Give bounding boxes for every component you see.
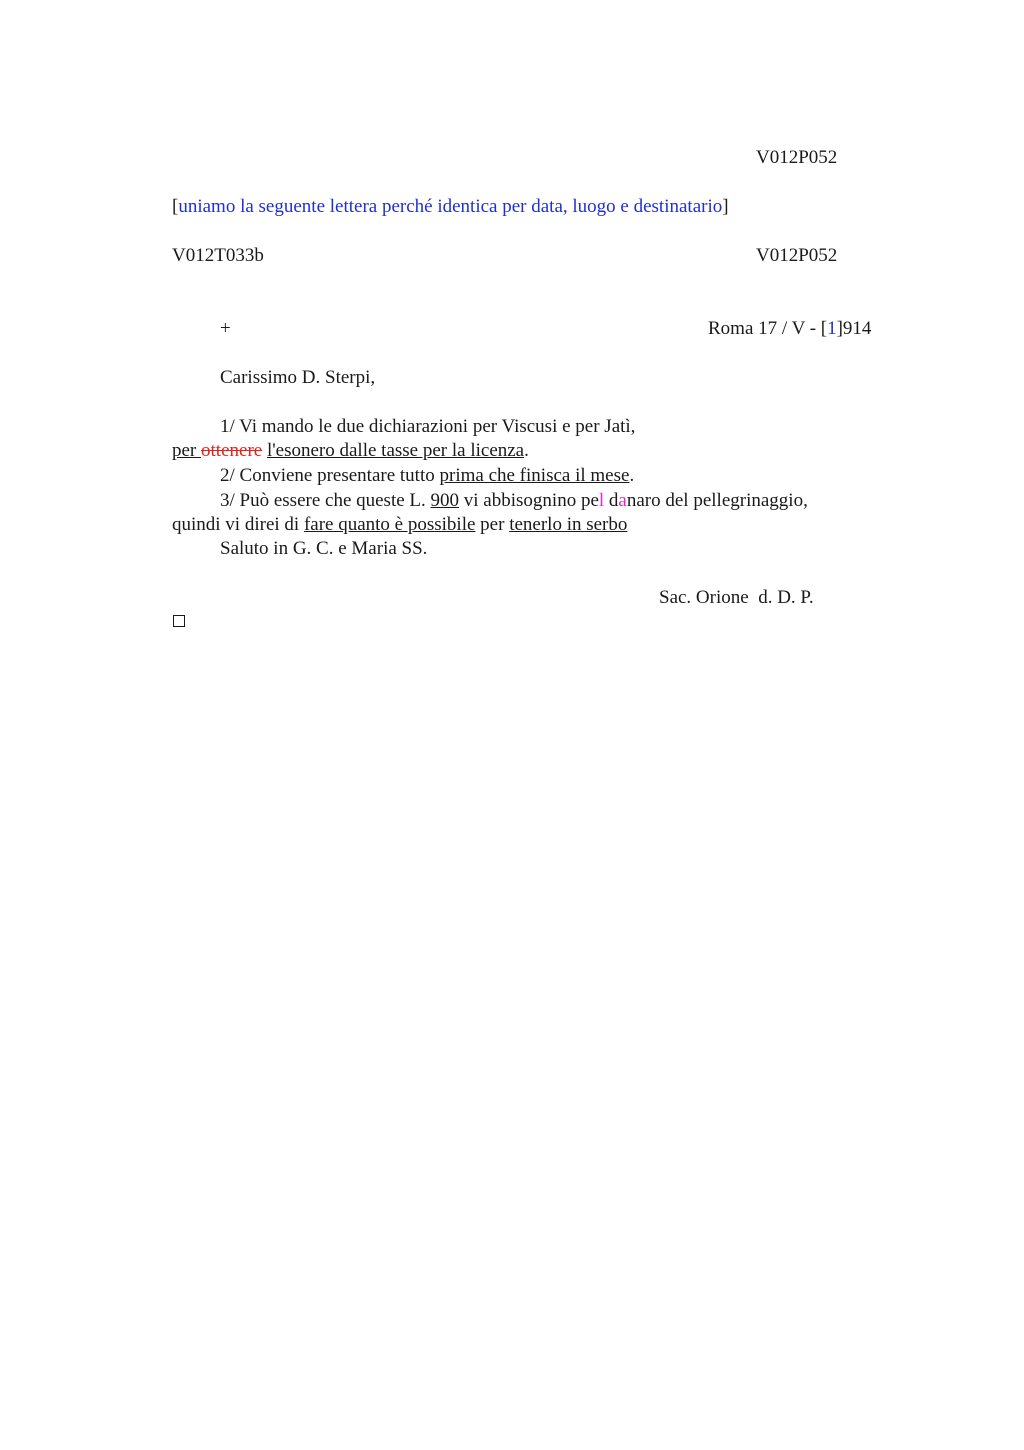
editor-note-text: uniamo la seguente lettera perché identica per data, luogo e destinatario <box>178 196 723 217</box>
date-inserted-digit: 1 <box>827 318 837 339</box>
item3-underlined2: tenerlo in serbo <box>509 514 628 535</box>
item1-per: per <box>172 440 197 461</box>
item3-line2-mid: per <box>475 514 510 535</box>
document-code-right: V012P052 <box>756 245 838 266</box>
item2 <box>220 464 634 488</box>
end-marker-box <box>173 615 185 627</box>
cross-mark: + <box>220 318 231 339</box>
item3-line2-prefix: quindi vi direi di <box>172 514 304 535</box>
page-code-top: V012P052 <box>756 147 838 168</box>
item3-middle: vi abbisognino pe <box>459 490 599 511</box>
item2-prefix: 2/ Conviene presentare tutto <box>220 465 440 486</box>
item3-rest: naro del pellegrinaggio, <box>626 490 808 511</box>
item3-line2 <box>172 513 627 537</box>
item2-end: . <box>629 465 635 486</box>
item3-amount: 900 <box>430 490 460 511</box>
item3-underlined1: fare quanto è possibile <box>303 514 476 535</box>
closing: Saluto in G. C. e Maria SS. <box>220 538 428 559</box>
date-prefix: Roma 17 / V - [ <box>708 318 828 339</box>
item1-underlined: l'esonero dalle tasse per la licenza <box>266 440 525 461</box>
item1-struck-word: ottenere <box>201 440 263 461</box>
editor-note <box>172 195 729 219</box>
signature: Sac. Orione d. D. P. <box>659 587 814 608</box>
document-code-left: V012T033b <box>172 245 264 266</box>
date-suffix: ]914 <box>836 318 872 339</box>
item1-end: . <box>524 440 529 461</box>
item1-line1: 1/ Vi mando le due dichiarazioni per Viscusi e per Jatì, <box>220 416 636 437</box>
item3-space-d: d <box>604 490 619 511</box>
item3-correction-l: l <box>598 490 605 511</box>
bracket-open: [ <box>172 196 179 217</box>
item3-line1 <box>220 489 808 513</box>
salutation: Carissimo D. Sterpi, <box>220 367 376 388</box>
item3-prefix: 3/ Può essere che queste L. <box>220 490 431 511</box>
item3-correction-a: a <box>618 490 627 511</box>
item2-underlined: prima che finisca il mese <box>439 465 630 486</box>
bracket-close: ] <box>722 196 729 217</box>
letter-date <box>708 317 871 341</box>
item1-line2 <box>172 439 529 463</box>
